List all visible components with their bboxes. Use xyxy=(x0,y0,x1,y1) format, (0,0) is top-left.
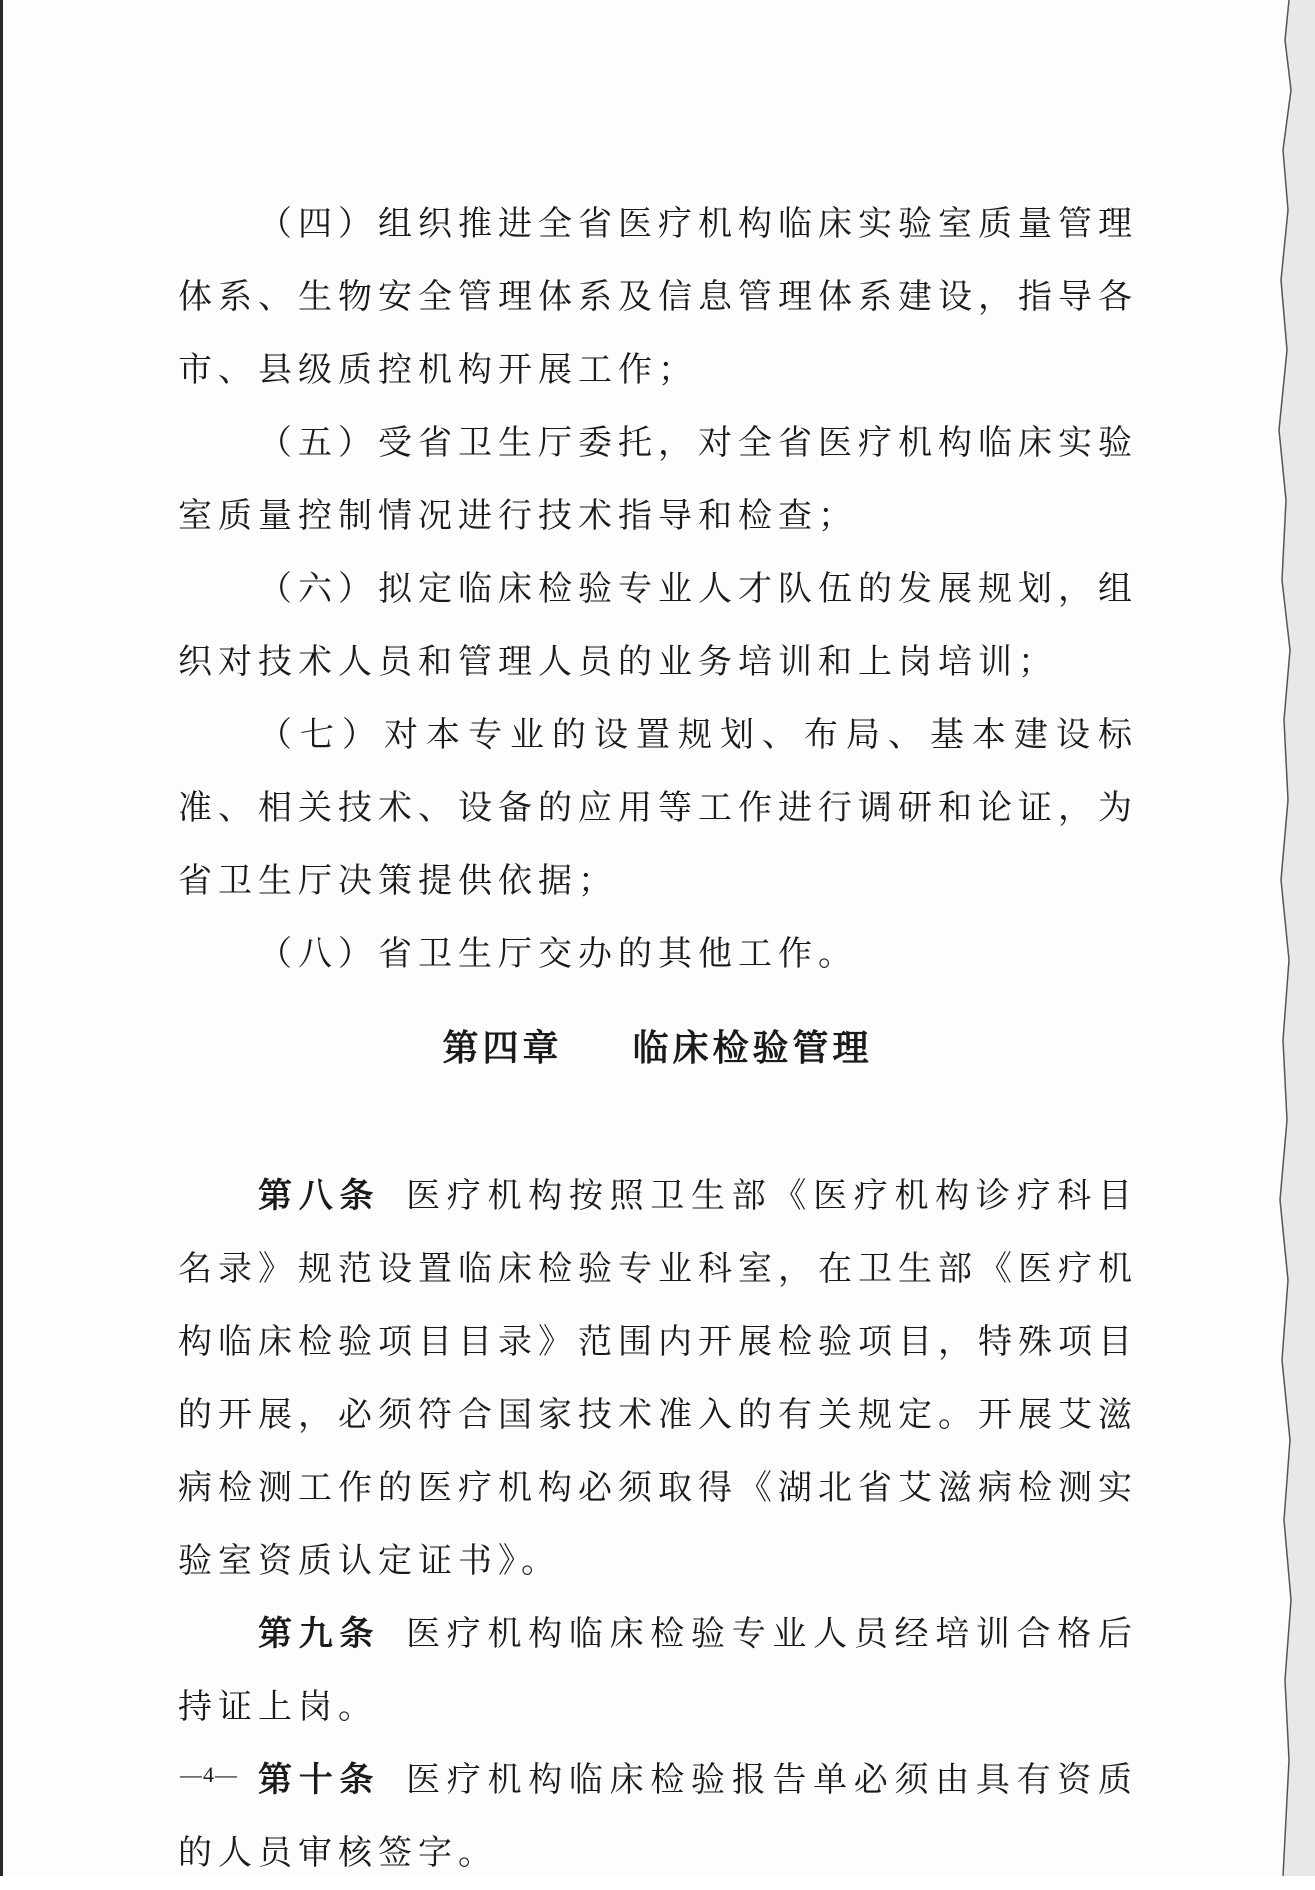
list-item: （七）对本专业的设置规划、布局、基本建设标准、相关技术、设备的应用等工作进行调研和论证，为省卫生厅决策提供依据； xyxy=(178,715,1138,901)
torn-paper-edge xyxy=(1255,0,1315,1876)
article-text: 医疗机构临床检验报告单必须由具有资质的人员审核签字。 xyxy=(178,1760,1139,1873)
list-item: （六）拟定临床检验专业人才队伍的发展规划，组织对技术人员和管理人员的业务培训和上岗培训； xyxy=(178,569,1138,682)
article-label: 第八条 xyxy=(258,1176,381,1216)
chapter-number: 第四章 xyxy=(442,1028,563,1069)
article xyxy=(178,1598,1138,1744)
chapter-title: 临床检验管理 xyxy=(632,1028,873,1069)
article-label: 第十条 xyxy=(258,1760,381,1800)
list-item: （四）组织推进全省医疗机构临床实验室质量管理体系、生物安全管理体系及信息管理体系建设，指导各市、县级质控机构开展工作； xyxy=(178,204,1138,390)
list-item: （八）省卫生厅交办的其他工作。 xyxy=(258,934,858,974)
article-text: 医疗机构按照卫生部《医疗机构诊疗科目名录》规范设置临床检验专业科室，在卫生部《医疗机构临床检验项目目录》范围内开展检验项目，特殊项目的开展，必须符合国家技术准入的有关规定。开展艾滋病检测工作的医疗机构必须取得《湖北省艾滋病检测实验室资质认定证书》。 xyxy=(178,1176,1139,1581)
article-text: 医疗机构临床检验专业人员经培训合格后持证上岗。 xyxy=(178,1614,1139,1727)
scan-left-border xyxy=(0,0,3,1876)
list-item: （五）受省卫生厅委托，对全省医疗机构临床实验室质量控制情况进行技术指导和检查； xyxy=(178,423,1138,536)
enumerated-duties xyxy=(178,188,1138,991)
chapter-heading xyxy=(0,1020,1315,1071)
articles-section xyxy=(178,1160,1138,1890)
page-number: —4— xyxy=(180,1762,238,1787)
article xyxy=(178,1160,1138,1598)
article-label: 第九条 xyxy=(258,1614,381,1654)
article xyxy=(178,1744,1138,1890)
